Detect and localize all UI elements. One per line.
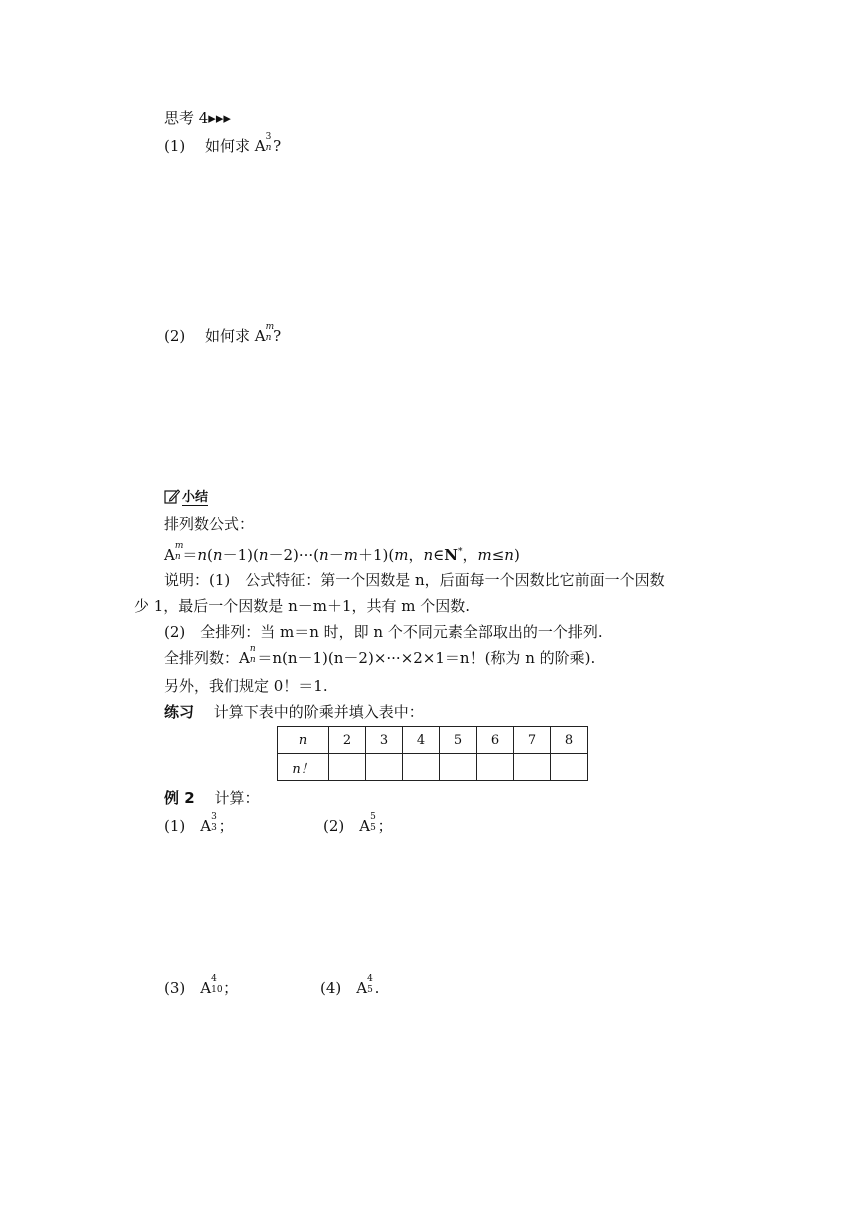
table-header-nfact: n！ bbox=[278, 754, 329, 781]
table-cell: 7 bbox=[514, 727, 551, 754]
table-cell: 2 bbox=[329, 727, 366, 754]
think4-question-2: (2) 如何求 A m n ? bbox=[164, 322, 282, 345]
table-cell-empty[interactable] bbox=[440, 754, 477, 781]
practice-label: 练习 bbox=[164, 703, 195, 721]
table-cell-empty[interactable] bbox=[366, 754, 403, 781]
table-cell-empty[interactable] bbox=[403, 754, 440, 781]
table-cell: 8 bbox=[551, 727, 588, 754]
table-cell: 4 bbox=[403, 727, 440, 754]
zero-factorial: 另外，我们规定 0！＝1. bbox=[164, 677, 328, 695]
table-cell: 6 bbox=[477, 727, 514, 754]
summary-label: 小结 bbox=[182, 490, 209, 505]
table-cell-empty[interactable] bbox=[329, 754, 366, 781]
example2-label: 例 2 bbox=[164, 789, 195, 807]
formula-title: 排列数公式： bbox=[164, 515, 255, 533]
table-header-n: n bbox=[278, 727, 329, 754]
full-permutation-definition: (2) 全排列：当 m＝n 时，即 n 个不同元素全部取出的一个排列. bbox=[164, 623, 603, 641]
table-cell-empty[interactable] bbox=[477, 754, 514, 781]
think4-title: 思考 4▸▸▸ bbox=[164, 109, 231, 127]
table-row bbox=[278, 754, 588, 781]
example2-item-3: (3) A 4 10 ； bbox=[164, 974, 239, 997]
practice-line: 练习 计算下表中的阶乘并填入表中： bbox=[164, 703, 424, 721]
pencil-note-icon bbox=[164, 488, 180, 509]
description-line-1: 说明：(1) 公式特征：第一个因数是 n，后面每一个因数比它前面一个因数 bbox=[164, 571, 665, 589]
full-permutation-count: 全排列数：A n n ＝n(n－1)(n－2)×···×2×1＝n！(称为 n 的阶乘). bbox=[164, 644, 596, 667]
description-line-2: 少 1，最后一个因数是 n－m＋1，共有 m 个因数. bbox=[134, 597, 471, 615]
table-cell-empty[interactable] bbox=[514, 754, 551, 781]
example2-item-2: (2) A 5 5 ； bbox=[323, 812, 393, 835]
think4-question-1: (1) 如何求 A 3 n ? bbox=[164, 132, 282, 155]
table-cell: 3 bbox=[366, 727, 403, 754]
table-row bbox=[278, 727, 588, 754]
example2-item-4: (4) A 4 5 . bbox=[320, 974, 380, 997]
table-cell-empty[interactable] bbox=[551, 754, 588, 781]
example2-line: 例 2 计算： bbox=[164, 789, 260, 807]
table-cell: 5 bbox=[440, 727, 477, 754]
permutation-formula: A m n ＝n(n－1)(n－2)···(n－m＋1)(m，n∈N*，m≤n) bbox=[164, 541, 520, 564]
summary-heading bbox=[164, 486, 208, 509]
factorial-table bbox=[277, 726, 588, 781]
example2-item-1: (1) A 3 3 ； bbox=[164, 812, 234, 835]
